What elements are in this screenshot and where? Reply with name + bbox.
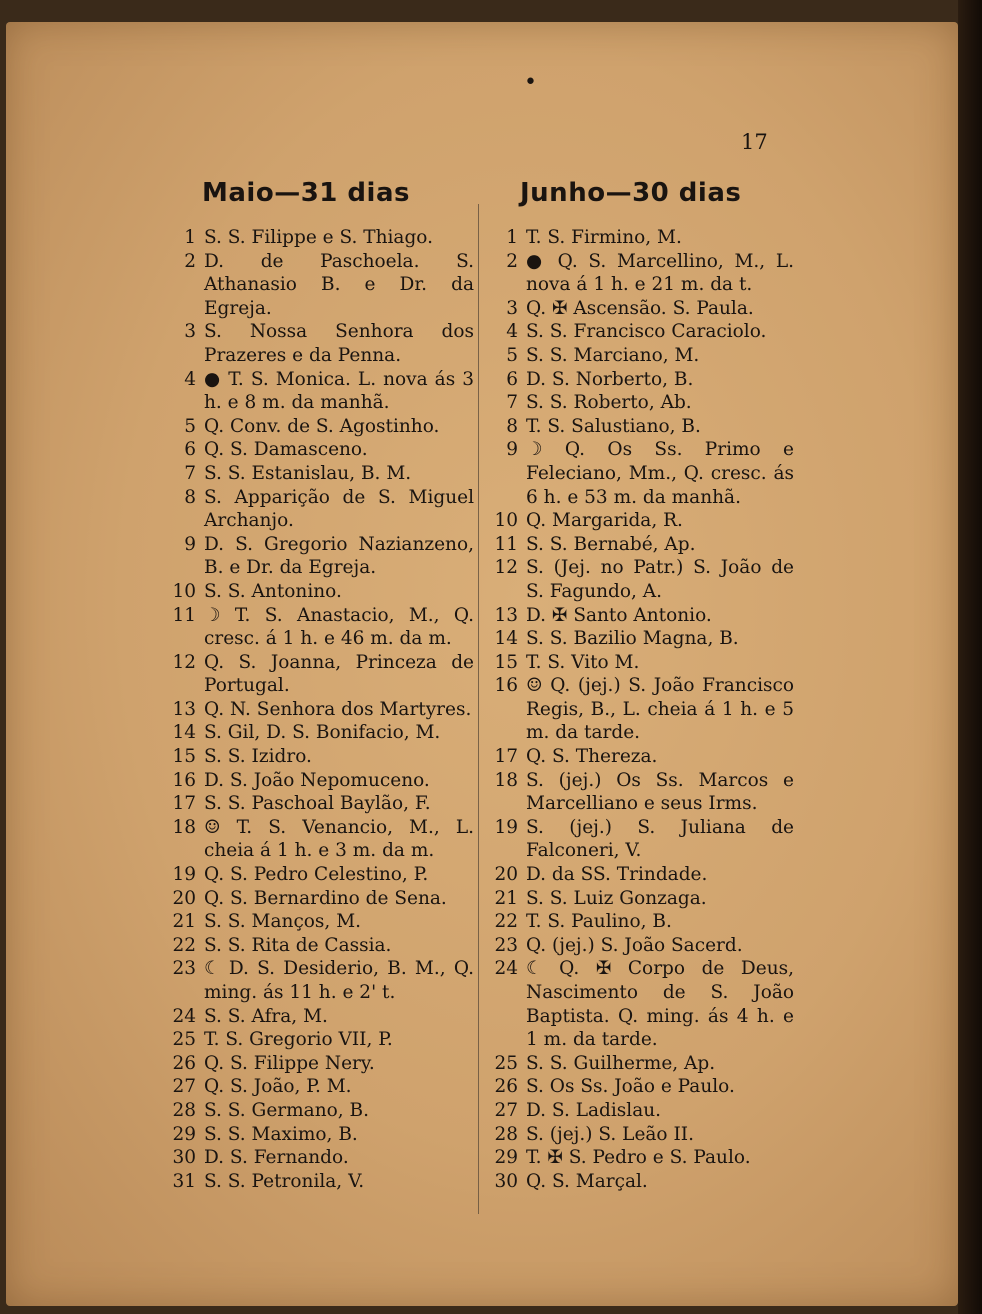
day-text: ☺ T. S. Venancio, M., L. cheia á 1 h. e 3 m. da m.: [204, 816, 474, 862]
day-text: S. S. Petronila, V.: [204, 1170, 365, 1192]
day-text: S. S. Antonino.: [204, 580, 342, 602]
calendar-entry: [162, 910, 474, 934]
calendar-entry: [162, 250, 474, 321]
day-number: 18: [494, 769, 518, 791]
day-text: Q. S. Marçal.: [526, 1170, 648, 1192]
june-heading: Junho—30 dias: [520, 178, 742, 208]
day-text: Q. N. Senhora dos Martyres.: [204, 698, 472, 720]
day-number: 24: [172, 1005, 196, 1027]
day-number: 26: [172, 1052, 196, 1074]
day-number: 19: [172, 864, 196, 886]
day-text: D. de Paschoela. S. Athanasio B. e Dr. da Egreja.: [204, 250, 474, 319]
page-edge: [958, 0, 982, 1314]
calendar-entry: [484, 1099, 794, 1123]
calendar-entry: [162, 816, 474, 863]
calendar-entry: [162, 415, 474, 439]
day-number: 17: [172, 793, 196, 815]
calendar-entry: [162, 1075, 474, 1099]
day-number: 11: [494, 533, 518, 555]
calendar-entry: [162, 580, 474, 604]
may-heading: Maio—31 dias: [202, 178, 410, 208]
day-text: T. S. Vito M.: [526, 651, 640, 673]
day-text: S. S. Bazilio Magna, B.: [526, 628, 739, 650]
day-text: S. S. Guilherme, Ap.: [526, 1052, 716, 1074]
day-text: S. S. Filippe e S. Thiago.: [204, 227, 433, 248]
day-number: 7: [184, 462, 196, 484]
day-text: D. S. Gregorio Nazianzeno, B. e Dr. da Egreja.: [204, 533, 474, 579]
calendar-entry: [484, 816, 794, 863]
day-number: 9: [184, 533, 196, 555]
calendar-entry: [484, 533, 794, 557]
day-text: S. (jej.) S. Leão II.: [526, 1123, 694, 1145]
calendar-entry: [484, 863, 794, 887]
day-number: 16: [172, 769, 196, 791]
calendar-entry: [162, 438, 474, 462]
day-number: 18: [172, 816, 196, 838]
day-text: T. S. Gregorio VII, P.: [204, 1029, 393, 1051]
calendar-entry: [484, 604, 794, 628]
day-number: 22: [172, 934, 196, 956]
day-text: S. S. Rita de Cassia.: [204, 934, 392, 956]
ink-dot: •: [524, 70, 537, 95]
calendar-entry: [162, 226, 474, 250]
calendar-entry: [484, 320, 794, 344]
calendar-entry: [162, 604, 474, 651]
day-text: S. (jej.) S. Juliana de Falconeri, V.: [526, 816, 794, 862]
day-text: S. S. Manços, M.: [204, 911, 362, 933]
calendar-entry: [162, 368, 474, 415]
calendar-entry: [484, 1052, 794, 1076]
day-text: D. ✠ Santo Antonio.: [526, 604, 712, 626]
calendar-entry: [484, 344, 794, 368]
day-text: S. (jej.) Os Ss. Marcos e Marcelliano e seus Irms.: [526, 769, 794, 815]
calendar-entry: [162, 698, 474, 722]
day-number: 22: [494, 911, 518, 933]
day-text: D. S. Norberto, B.: [526, 368, 694, 390]
calendar-entry: [484, 651, 794, 675]
calendar-entry: [162, 934, 474, 958]
day-text: S. S. Marciano, M.: [526, 344, 700, 366]
day-number: 7: [506, 392, 518, 414]
day-number: 2: [184, 250, 196, 272]
calendar-entry: [484, 391, 794, 415]
calendar-entry: [484, 745, 794, 769]
day-number: 24: [494, 958, 518, 980]
day-text: S. S. Roberto, Ab.: [526, 392, 692, 414]
day-number: 5: [184, 415, 196, 437]
calendar-entry: [162, 1146, 474, 1170]
day-text: D. S. Fernando.: [204, 1147, 349, 1169]
day-number: 6: [506, 368, 518, 390]
day-text: Q. (jej.) S. João Sacerd.: [526, 934, 743, 956]
calendar-entry: [162, 721, 474, 745]
calendar-entry: [484, 627, 794, 651]
calendar-entry: [484, 556, 794, 603]
calendar-entry: [484, 1123, 794, 1147]
calendar-entry: [162, 957, 474, 1004]
day-text: ☺ Q. (jej.) S. João Francisco Regis, B., L. cheia á 1 h. e 5 m. da tarde.: [526, 675, 794, 744]
day-number: 1: [184, 227, 196, 248]
day-number: 10: [494, 510, 518, 532]
day-number: 19: [494, 816, 518, 838]
day-text: Q. S. Filippe Nery.: [204, 1052, 375, 1074]
day-number: 5: [506, 344, 518, 366]
day-text: S. S. Izidro.: [204, 746, 312, 768]
day-text: ☽ Q. Os Ss. Primo e Feleciano, Mm., Q. cresc. ás 6 h. e 53 m. da manhã.: [526, 439, 794, 508]
calendar-entry: [484, 1170, 794, 1194]
day-number: 4: [506, 321, 518, 343]
day-number: 13: [494, 604, 518, 626]
day-text: S. S. Estanislau, B. M.: [204, 462, 412, 484]
day-text: Q. S. Joanna, Princeza de Portugal.: [204, 651, 474, 697]
day-text: S. S. Francisco Caraciolo.: [526, 321, 767, 343]
day-number: 29: [172, 1123, 196, 1145]
may-entries: [162, 226, 474, 1193]
calendar-entry: [484, 934, 794, 958]
day-number: 14: [172, 722, 196, 744]
calendar-entry: [484, 769, 794, 816]
calendar-entry: [162, 745, 474, 769]
calendar-entry: [162, 792, 474, 816]
day-number: 17: [494, 746, 518, 768]
day-number: 16: [494, 675, 518, 697]
day-number: 23: [172, 958, 196, 980]
calendar-entry: [162, 320, 474, 367]
day-number: 1: [506, 227, 518, 248]
day-text: ☾ Q. ✠ Corpo de Deus, Nascimento de S. João Baptista. Q. ming. ás 4 h. e 1 m. da tarde.: [526, 958, 794, 1051]
calendar-entry: [484, 297, 794, 321]
day-text: Q. S. Damasceno.: [204, 439, 368, 461]
page-number: 17: [741, 130, 768, 154]
june-entries: [484, 226, 794, 1193]
day-text: S. S. Afra, M.: [204, 1005, 328, 1027]
day-text: Q. Conv. de S. Agostinho.: [204, 415, 440, 437]
calendar-entry: [162, 1170, 474, 1194]
calendar-entry: [162, 533, 474, 580]
calendar-entry: [484, 250, 794, 297]
day-text: S. (Jej. no Patr.) S. João de S. Fagundo, A.: [526, 557, 794, 602]
day-number: 21: [494, 887, 518, 909]
day-number: 21: [172, 911, 196, 933]
day-number: 25: [494, 1052, 518, 1074]
calendar-entry: [162, 1099, 474, 1123]
calendar-entry: [162, 1005, 474, 1029]
calendar-entry: [162, 1052, 474, 1076]
day-text: ● Q. S. Marcellino, M., L. nova á 1 h. e 21 m. da t.: [526, 250, 794, 296]
day-text: S. Nossa Senhora dos Prazeres e da Penna.: [204, 321, 474, 366]
day-number: 15: [494, 651, 518, 673]
calendar-entry: [484, 415, 794, 439]
calendar-entry: [162, 863, 474, 887]
day-text: Q. ✠ Ascensão. S. Paula.: [526, 297, 754, 319]
day-number: 26: [494, 1076, 518, 1098]
day-number: 13: [172, 698, 196, 720]
calendar-entry: [162, 1123, 474, 1147]
day-text: T. S. Salustiano, B.: [526, 415, 701, 437]
calendar-entry: [162, 486, 474, 533]
day-number: 23: [494, 934, 518, 956]
day-number: 12: [172, 651, 196, 673]
day-number: 25: [172, 1029, 196, 1051]
calendar-entry: [162, 462, 474, 486]
day-number: 6: [184, 439, 196, 461]
day-number: 2: [506, 250, 518, 272]
calendar-entry: [484, 438, 794, 509]
column-divider: [478, 204, 479, 1214]
calendar-entry: [484, 1075, 794, 1099]
day-text: ● T. S. Monica. L. nova ás 3 h. e 8 m. da manhã.: [204, 368, 474, 414]
calendar-entry: [484, 957, 794, 1051]
day-text: Q. S. Pedro Celestino, P.: [204, 864, 429, 886]
day-number: 30: [494, 1170, 518, 1192]
calendar-entry: [162, 651, 474, 698]
day-text: S. Apparição de S. Miguel Archanjo.: [204, 486, 474, 532]
calendar-entry: [484, 226, 794, 250]
day-number: 20: [172, 887, 196, 909]
day-text: T. ✠ S. Pedro e S. Paulo.: [526, 1147, 751, 1169]
day-number: 8: [506, 415, 518, 437]
day-text: S. Os Ss. João e Paulo.: [526, 1076, 735, 1098]
calendar-entry: [484, 887, 794, 911]
day-text: S. S. Luiz Gonzaga.: [526, 887, 707, 909]
day-text: Q. S. João, P. M.: [204, 1076, 352, 1098]
day-number: 14: [494, 628, 518, 650]
calendar-entry: [162, 769, 474, 793]
day-number: 4: [184, 368, 196, 390]
day-number: 27: [172, 1076, 196, 1098]
day-number: 10: [172, 580, 196, 602]
day-number: 27: [494, 1099, 518, 1121]
calendar-entry: [484, 674, 794, 745]
day-number: 3: [184, 321, 196, 343]
day-text: D. S. Ladislau.: [526, 1099, 662, 1121]
day-number: 28: [172, 1099, 196, 1121]
day-number: 9: [506, 439, 518, 461]
day-number: 3: [506, 297, 518, 319]
day-text: ☾ D. S. Desiderio, B. M., Q. ming. ás 11 h. e 2' t.: [204, 958, 474, 1003]
day-text: T. S. Paulino, B.: [526, 911, 672, 933]
almanac-page: [6, 22, 958, 1306]
day-number: 11: [172, 604, 196, 626]
day-text: D. da SS. Trindade.: [526, 864, 708, 886]
day-text: D. S. João Nepomuceno.: [204, 769, 430, 791]
day-text: T. S. Firmino, M.: [526, 227, 682, 248]
day-text: Q. S. Thereza.: [526, 746, 658, 768]
day-number: 15: [172, 746, 196, 768]
calendar-entry: [484, 368, 794, 392]
day-text: S. Gil, D. S. Bonifacio, M.: [204, 722, 441, 744]
day-number: 31: [172, 1170, 196, 1192]
day-number: 20: [494, 864, 518, 886]
day-text: Q. Margarida, R.: [526, 510, 683, 532]
day-number: 8: [184, 486, 196, 508]
calendar-entry: [162, 887, 474, 911]
day-text: S. S. Bernabé, Ap.: [526, 533, 696, 555]
day-text: ☽ T. S. Anastacio, M., Q. cresc. á 1 h. e 46 m. da m.: [204, 604, 474, 650]
calendar-entry: [484, 509, 794, 533]
day-number: 28: [494, 1123, 518, 1145]
day-number: 30: [172, 1147, 196, 1169]
day-number: 12: [494, 557, 518, 579]
day-text: Q. S. Bernardino de Sena.: [204, 887, 447, 909]
day-text: S. S. Maximo, B.: [204, 1123, 358, 1145]
day-text: S. S. Paschoal Baylão, F.: [204, 793, 431, 815]
calendar-entry: [484, 1146, 794, 1170]
day-text: S. S. Germano, B.: [204, 1099, 369, 1121]
day-number: 29: [494, 1147, 518, 1169]
calendar-entry: [162, 1028, 474, 1052]
calendar-entry: [484, 910, 794, 934]
